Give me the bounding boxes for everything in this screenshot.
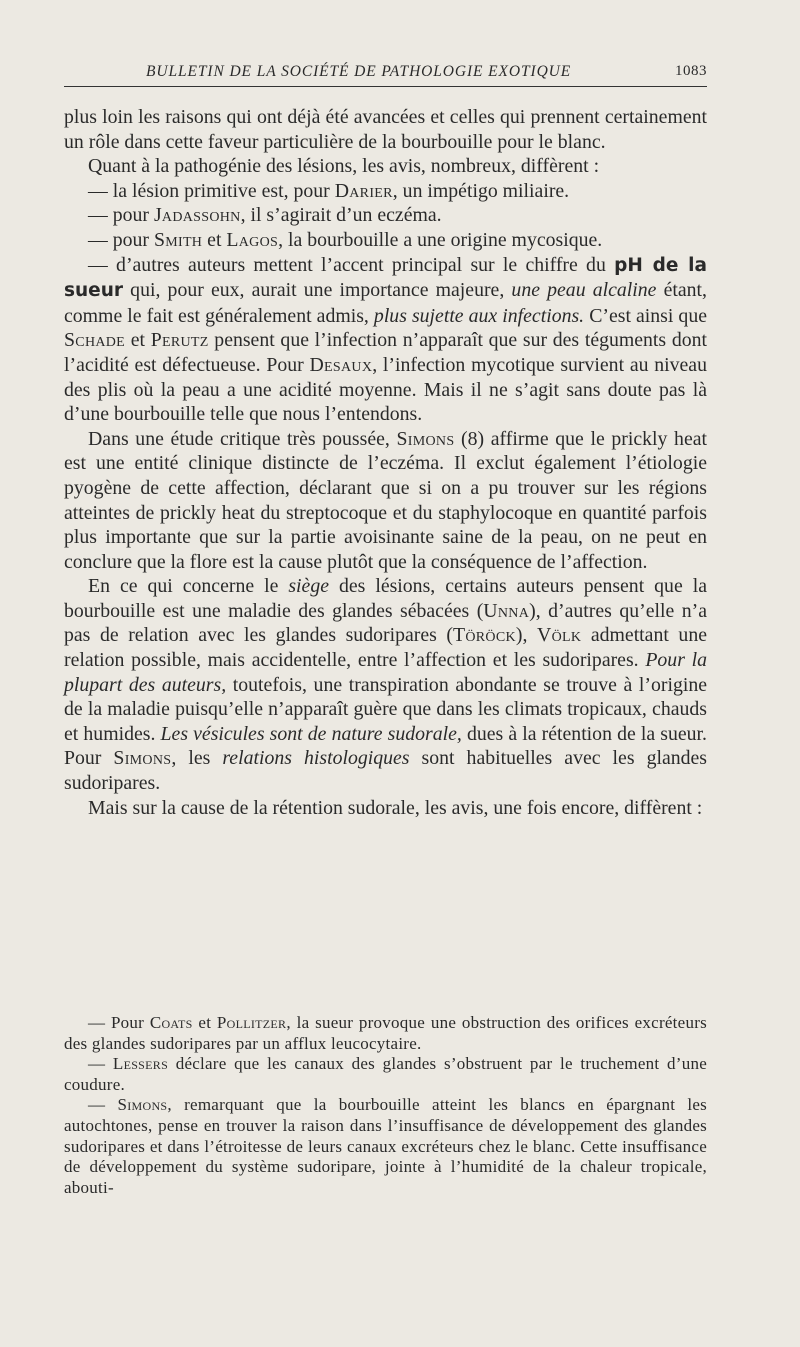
- italic-phrase: Pour la plupart des auteurs,: [64, 649, 707, 696]
- paragraph-8: [64, 574, 707, 795]
- text-run: , remarquant que la bourbouille atteint les blancs en épargnant les autochtones, pense en trouver la raison dans l’insuffisance de développement des glandes sudoripares et dans l’étroitesse de leurs canaux excréteurs chez le blanc. Cette insuffisance de développement du système sudoripare, jointe à l’humidité de la chaleur tropicale, abouti-: [64, 1095, 708, 1197]
- text-run: et: [192, 1013, 217, 1032]
- paragraph-3: [64, 179, 707, 204]
- paragraph-5: [64, 228, 707, 253]
- text-run: ), d’autres qu’elle n’a pas de relation avec les glandes sudoripares (: [64, 599, 707, 647]
- text-run: — pour: [88, 228, 154, 251]
- paragraph-4: [64, 203, 707, 228]
- paragraph-6: [64, 253, 707, 427]
- author-name: Lagos: [226, 228, 279, 251]
- author-name: Töröck: [452, 624, 516, 647]
- italic-phrase: plus sujette aux infections.: [373, 304, 585, 327]
- author-name: Darier: [334, 179, 393, 202]
- text-run: ),: [515, 624, 537, 647]
- author-name: Smith: [153, 228, 203, 251]
- text-run: dues à la rétention de la sueur. Pour: [64, 722, 708, 770]
- author-name: Perutz: [150, 329, 209, 352]
- text-run: pensent que l’infection n’apparaît que sur des téguments dont l’acidité est défectueuse. Pour: [64, 329, 707, 376]
- main-text: [64, 105, 707, 820]
- text-run: C’est ainsi que: [584, 304, 707, 327]
- text-run: (8) affirme que le prickly heat est une entité clinique distincte de l’eczéma. Il exclut également l’étiologie pyogène de cette affection, déclarant que si on a pu trouver sur les régions atteintes de prickly heat du streptocoque et du staphylocoque en quantité parfois plus importante que sur la partie avoisinante saine de la peau, on ne peut en conclure que la flore est la cause plutôt que la conséquence de l’affection.: [64, 427, 707, 573]
- text-run: —: [88, 1095, 118, 1115]
- author-name: Unna: [483, 599, 530, 622]
- note-3: [64, 1095, 707, 1198]
- note-1: [64, 1013, 707, 1054]
- text-run: qui, pour eux, aurait une importance majeure,: [123, 279, 512, 302]
- page-number: 1083: [675, 63, 707, 79]
- text-run: En ce qui concerne le: [88, 575, 289, 598]
- text-run: , il s’agirait d’un eczéma.: [240, 204, 442, 227]
- text-run: déclare que les canaux des glandes s’obstruent par le truchement d’une coudure.: [64, 1054, 707, 1094]
- paragraph-7: [64, 427, 707, 575]
- author-name: Völk: [537, 624, 582, 647]
- author-name: Lessers: [112, 1054, 169, 1074]
- text-run: et: [125, 329, 151, 352]
- author-name: Desaux: [309, 353, 373, 376]
- small-print-list: [64, 1013, 707, 1198]
- text-run: — pour: [88, 204, 154, 227]
- italic-phrase: siège: [288, 575, 329, 598]
- author-name: Coats: [149, 1013, 193, 1032]
- author-name: Jadassohn: [153, 204, 241, 227]
- page-header: [64, 60, 707, 87]
- text-run: — Pour: [88, 1013, 150, 1032]
- paragraph-2: Quant à la pathogénie des lésions, les avis, nombreux, diffèrent :: [88, 155, 600, 178]
- text-run: Dans une étude critique très poussée,: [88, 427, 397, 450]
- italic-phrase: relations histologiques: [222, 747, 410, 770]
- text-run: , les: [171, 747, 223, 770]
- text-run: toutefois, une transpiration abondante se trouve à l’origine de la maladie puisqu’elle n’apparaît guère que dans les climats tropicaux, chauds et humides.: [64, 673, 707, 745]
- text-run: admettant une relation possible, mais accidentelle, entre l’affection et les sudoripares.: [64, 624, 707, 672]
- italic-phrase: une peau alcaline: [511, 279, 657, 302]
- italic-phrase: Les vésicules sont de nature sudorale,: [160, 722, 462, 745]
- author-name: Pollitzer: [216, 1013, 287, 1032]
- running-head: BULLETIN DE LA SOCIÉTÉ DE PATHOLOGIE EXOTIQUE: [146, 63, 572, 80]
- text-run: , la bourbouille a une origine mycosique.: [278, 228, 603, 251]
- author-name: Simons: [396, 427, 455, 450]
- text-run: , la sueur provoque une obstruction des orifices excréteurs des glandes sudoripares par un afflux leucocytaire.: [64, 1013, 707, 1053]
- text-run: —: [88, 1054, 113, 1074]
- text-run: étant, comme le fait est généralement admis,: [64, 279, 707, 327]
- author-name: Simons: [113, 747, 172, 770]
- paragraph-9: Mais sur la cause de la rétention sudorale, les avis, une fois encore, diffèrent :: [88, 796, 703, 819]
- text-run: — la lésion primitive est, pour: [88, 179, 335, 202]
- note-2: [64, 1054, 707, 1095]
- paragraph-1: plus loin les raisons qui ont déjà été avancées et celles qui prennent certainement un rôle dans cette faveur particulière de la bourbouille pour le blanc.: [64, 106, 707, 153]
- author-name: Schade: [64, 329, 126, 352]
- ph-term: pH de la sueur: [64, 254, 707, 302]
- author-name: Simons: [117, 1095, 168, 1115]
- text-run: — d’autres auteurs mettent l’accent principal sur le chiffre du: [88, 253, 615, 276]
- text-run: , un impétigo miliaire.: [392, 179, 570, 202]
- text-run: des lésions, certains auteurs pensent que la bourbouille est une maladie des glandes sébacées (: [64, 575, 707, 622]
- text-run: et: [202, 228, 227, 251]
- text-run: , l’infection mycotique survient au niveau des plis où la peau a une acidité moyenne. Mais il ne s’agit sans doute pas là d’une bourbouille telle que nous l’entendons.: [64, 353, 707, 426]
- text-run: sont habituelles avec les glandes sudoripares.: [64, 747, 707, 795]
